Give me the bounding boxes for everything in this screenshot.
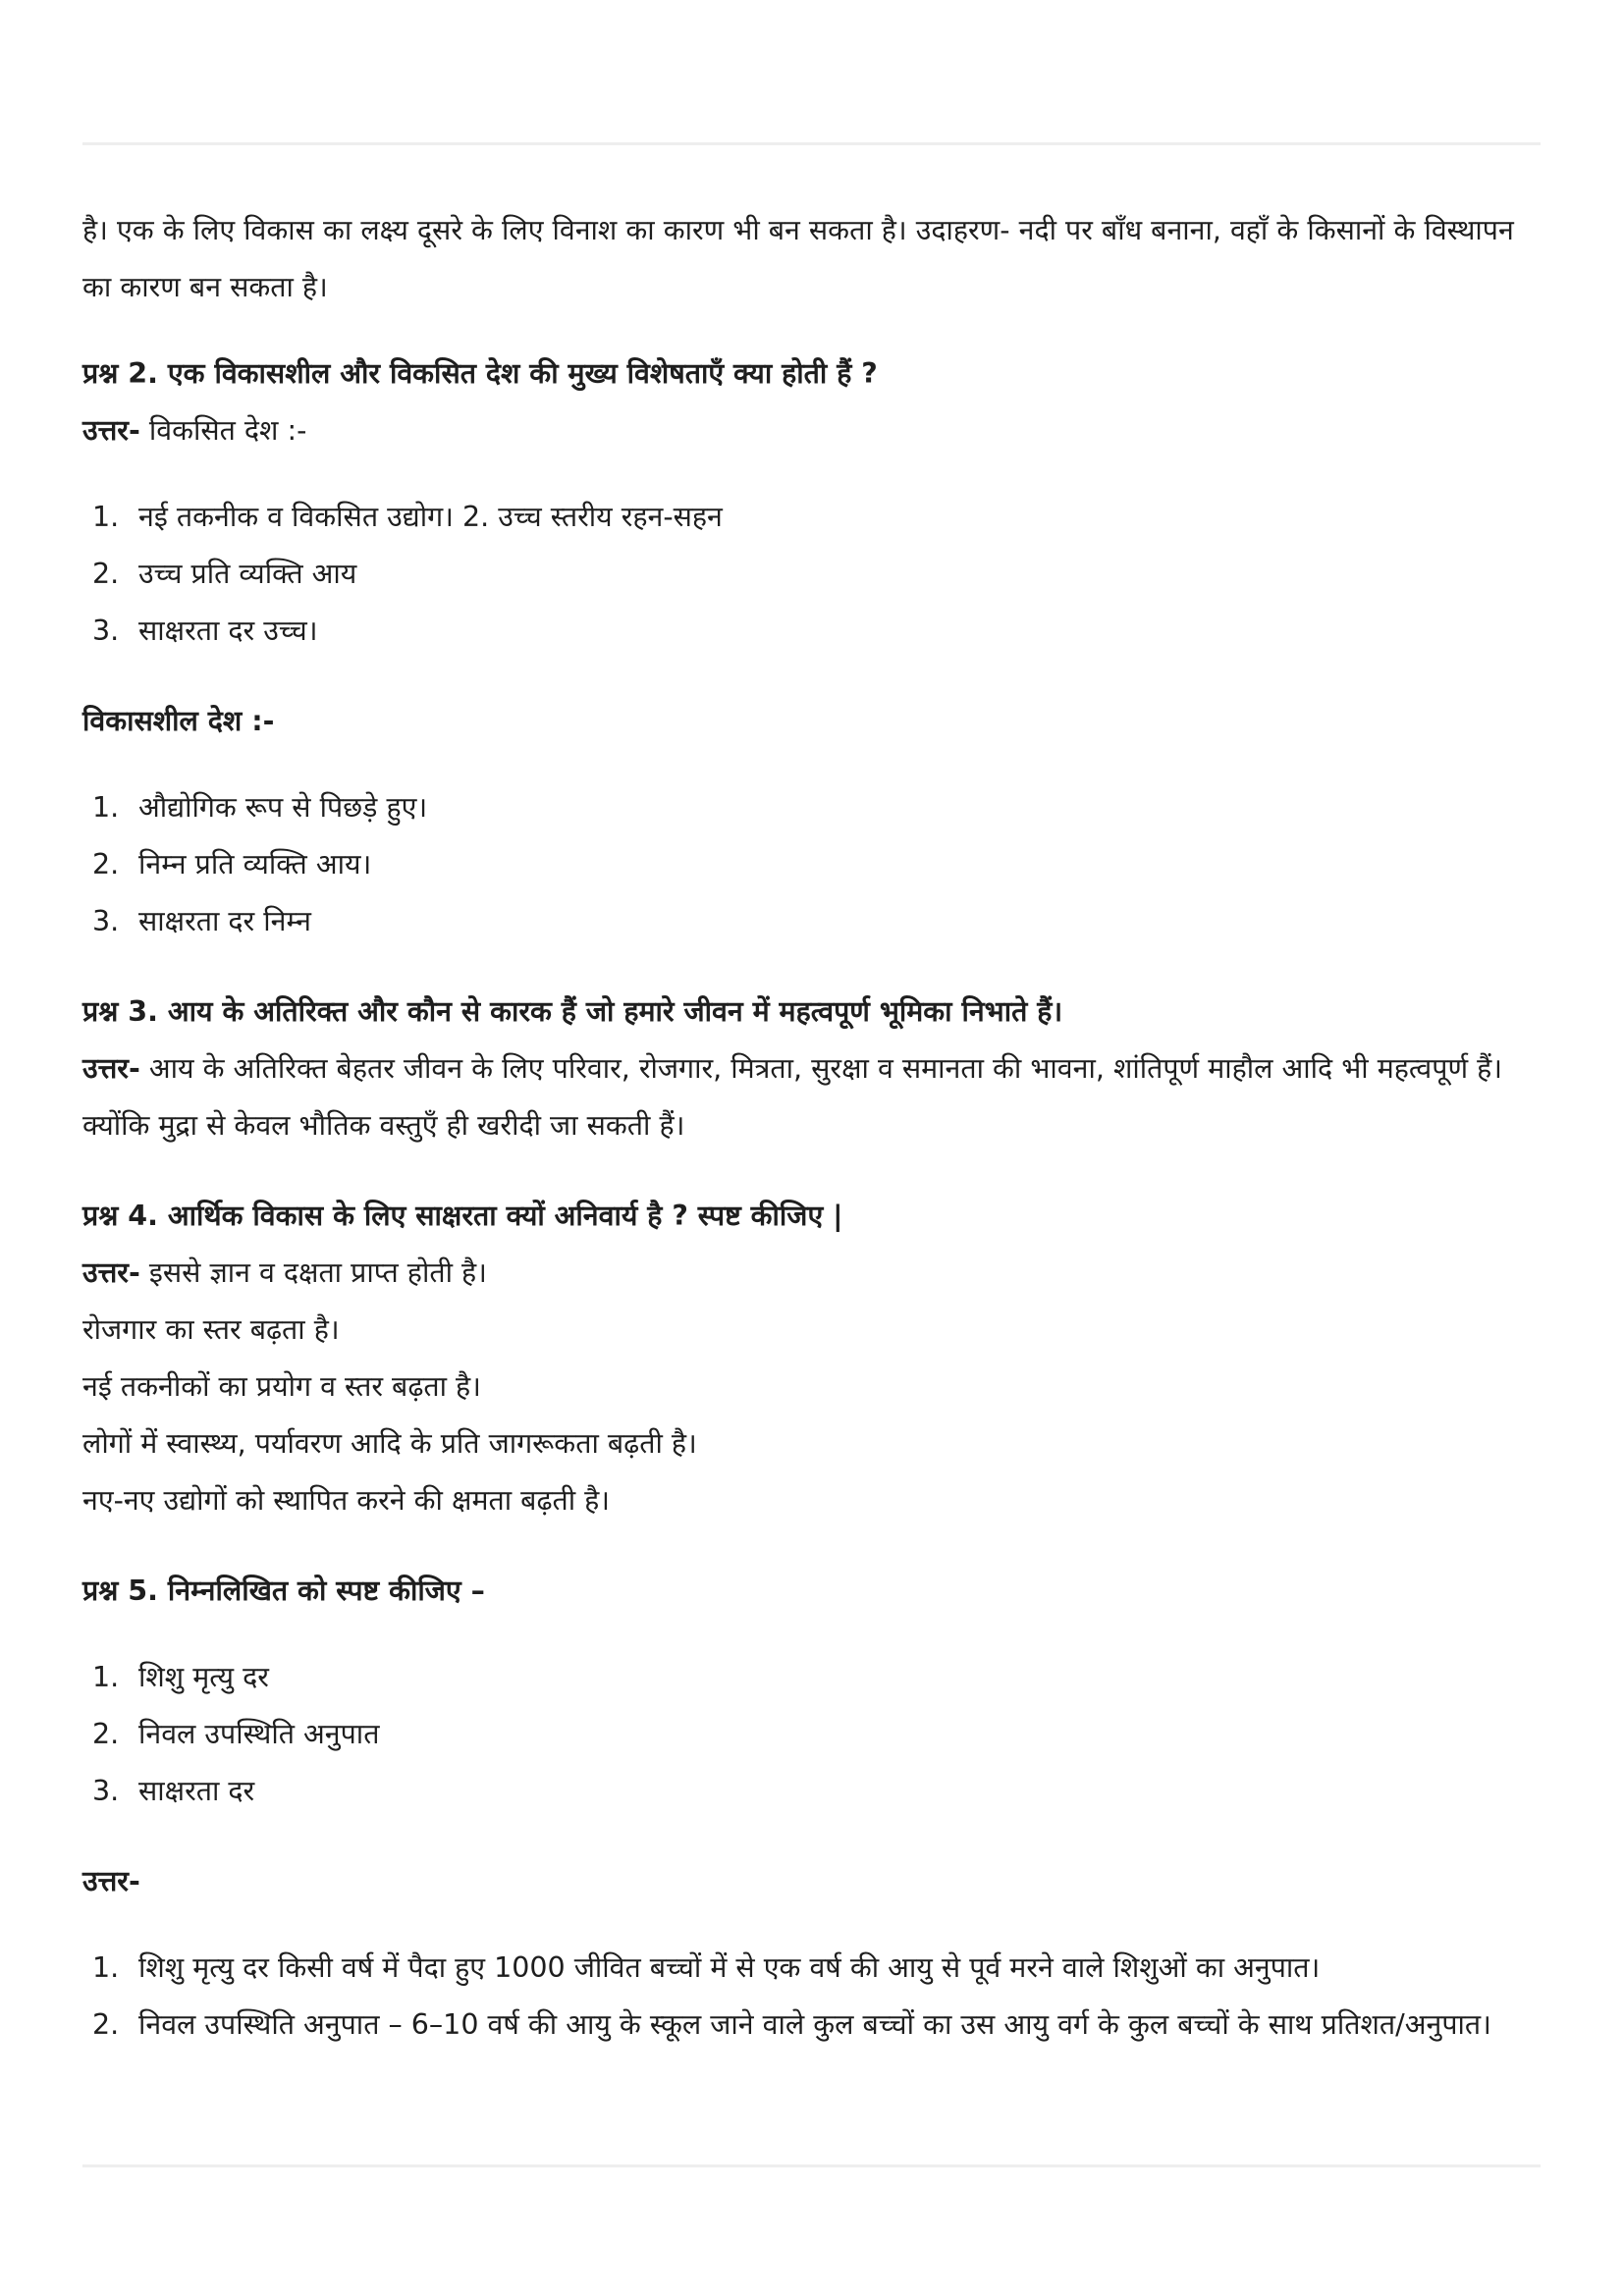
list-item: 2. निम्न प्रति व्यक्ति आय। bbox=[92, 848, 372, 881]
developing-heading: विकासशील देश :- bbox=[82, 705, 275, 737]
bottom-divider bbox=[82, 2164, 1541, 2167]
list-item: 1. औद्योगिक रूप से पिछड़े हुए। bbox=[92, 791, 428, 824]
answer-4-line: रोजगार का स्तर बढ़ता है। bbox=[82, 1313, 340, 1346]
answer-text: आय के अतिरिक्त बेहतर जीवन के लिए परिवार, रोजगार, मित्रता, सुरक्षा व समानता की भावना, शांतिपूर्ण माहौल आदि भी महत्वपूर्ण हैं। क्योंकि मुद्रा से केवल भौतिक वस्तुएँ ही खरीदी जा सकती हैं। bbox=[82, 1052, 1503, 1142]
list-item: 3. साक्षरता दर निम्न bbox=[92, 905, 311, 937]
answer-text: विकसित देश :- bbox=[139, 414, 307, 447]
question-3: प्रश्न 3. आय के अतिरिक्त और कौन से कारक हैं जो हमारे जीवन में महत्वपूर्ण भूमिका निभाते हैं। bbox=[82, 995, 1063, 1028]
answer-4-line: नई तकनीकों का प्रयोग व स्तर बढ़ता है। bbox=[82, 1370, 481, 1403]
answer-label: उत्तर- bbox=[82, 414, 140, 447]
answer-4-line: नए-नए उद्योगों को स्थापित करने की क्षमता बढ़ती है। bbox=[82, 1484, 611, 1517]
answer-label: उत्तर- bbox=[82, 1052, 140, 1085]
list-item: 2. निवल उपस्थिति अनुपात bbox=[92, 1718, 380, 1750]
answer-5-label: उत्तर- bbox=[82, 1865, 140, 1897]
list-item: 3. साक्षरता दर bbox=[92, 1775, 255, 1807]
list-item: 3. साक्षरता दर उच्च। bbox=[92, 614, 318, 647]
question-5: प्रश्न 5. निम्नलिखित को स्पष्ट कीजिए – bbox=[82, 1575, 485, 1607]
answer-4-line bbox=[82, 1245, 1541, 1302]
answer-2-intro bbox=[82, 402, 1541, 459]
answer-5-list bbox=[82, 1940, 1541, 2054]
page-content bbox=[82, 202, 1541, 2054]
list-item: 1. शिशु मृत्यु दर bbox=[92, 1661, 269, 1693]
question-4: प्रश्न 4. आर्थिक विकास के लिए साक्षरता क्यों अनिवार्य है ? स्पष्ट कीजिए | bbox=[82, 1200, 843, 1232]
answer-3 bbox=[82, 1041, 1541, 1154]
list-item: 2. निवल उपस्थिति अनुपात – 6–10 वर्ष की आयु के स्कूल जाने वाले कुल बच्चों का उस आयु वर्ग के कुल बच्चों के साथ प्रतिशत/अनुपात। bbox=[92, 2008, 1491, 2041]
intro-paragraph: है। एक के लिए विकास का लक्ष्य दूसरे के लिए विनाश का कारण भी बन सकता है। उदाहरण- नदी पर बाँध बनाना, वहाँ के किसानों के विस्थापन का कारण बन सकता है। bbox=[82, 214, 1514, 303]
developing-list bbox=[82, 779, 1541, 950]
answer-4-line: लोगों में स्वास्थ्य, पर्यावरण आदि के प्रति जागरूकता बढ़ती है। bbox=[82, 1427, 697, 1460]
question-2: प्रश्न 2. एक विकासशील और विकसित देश की मुख्य विशेषताएँ क्या होती हैं ? bbox=[82, 357, 878, 390]
list-item: 2. उच्च प्रति व्यक्ति आय bbox=[92, 558, 357, 590]
developed-list bbox=[82, 489, 1541, 660]
list-item: 1. शिशु मृत्यु दर किसी वर्ष में पैदा हुए 1000 जीवित बच्चों में से एक वर्ष की आयु से पूर्व मरने वाले शिशुओं का अनुपात। bbox=[92, 1951, 1321, 1984]
answer-label: उत्तर- bbox=[82, 1256, 140, 1289]
answer-text: इससे ज्ञान व दक्षता प्राप्त होती है। bbox=[139, 1256, 487, 1289]
list-item: 1. नई तकनीक व विकसित उद्योग। 2. उच्च स्तरीय रहन-सहन bbox=[92, 501, 723, 533]
question-5-list bbox=[82, 1649, 1541, 1820]
top-divider bbox=[82, 142, 1541, 145]
